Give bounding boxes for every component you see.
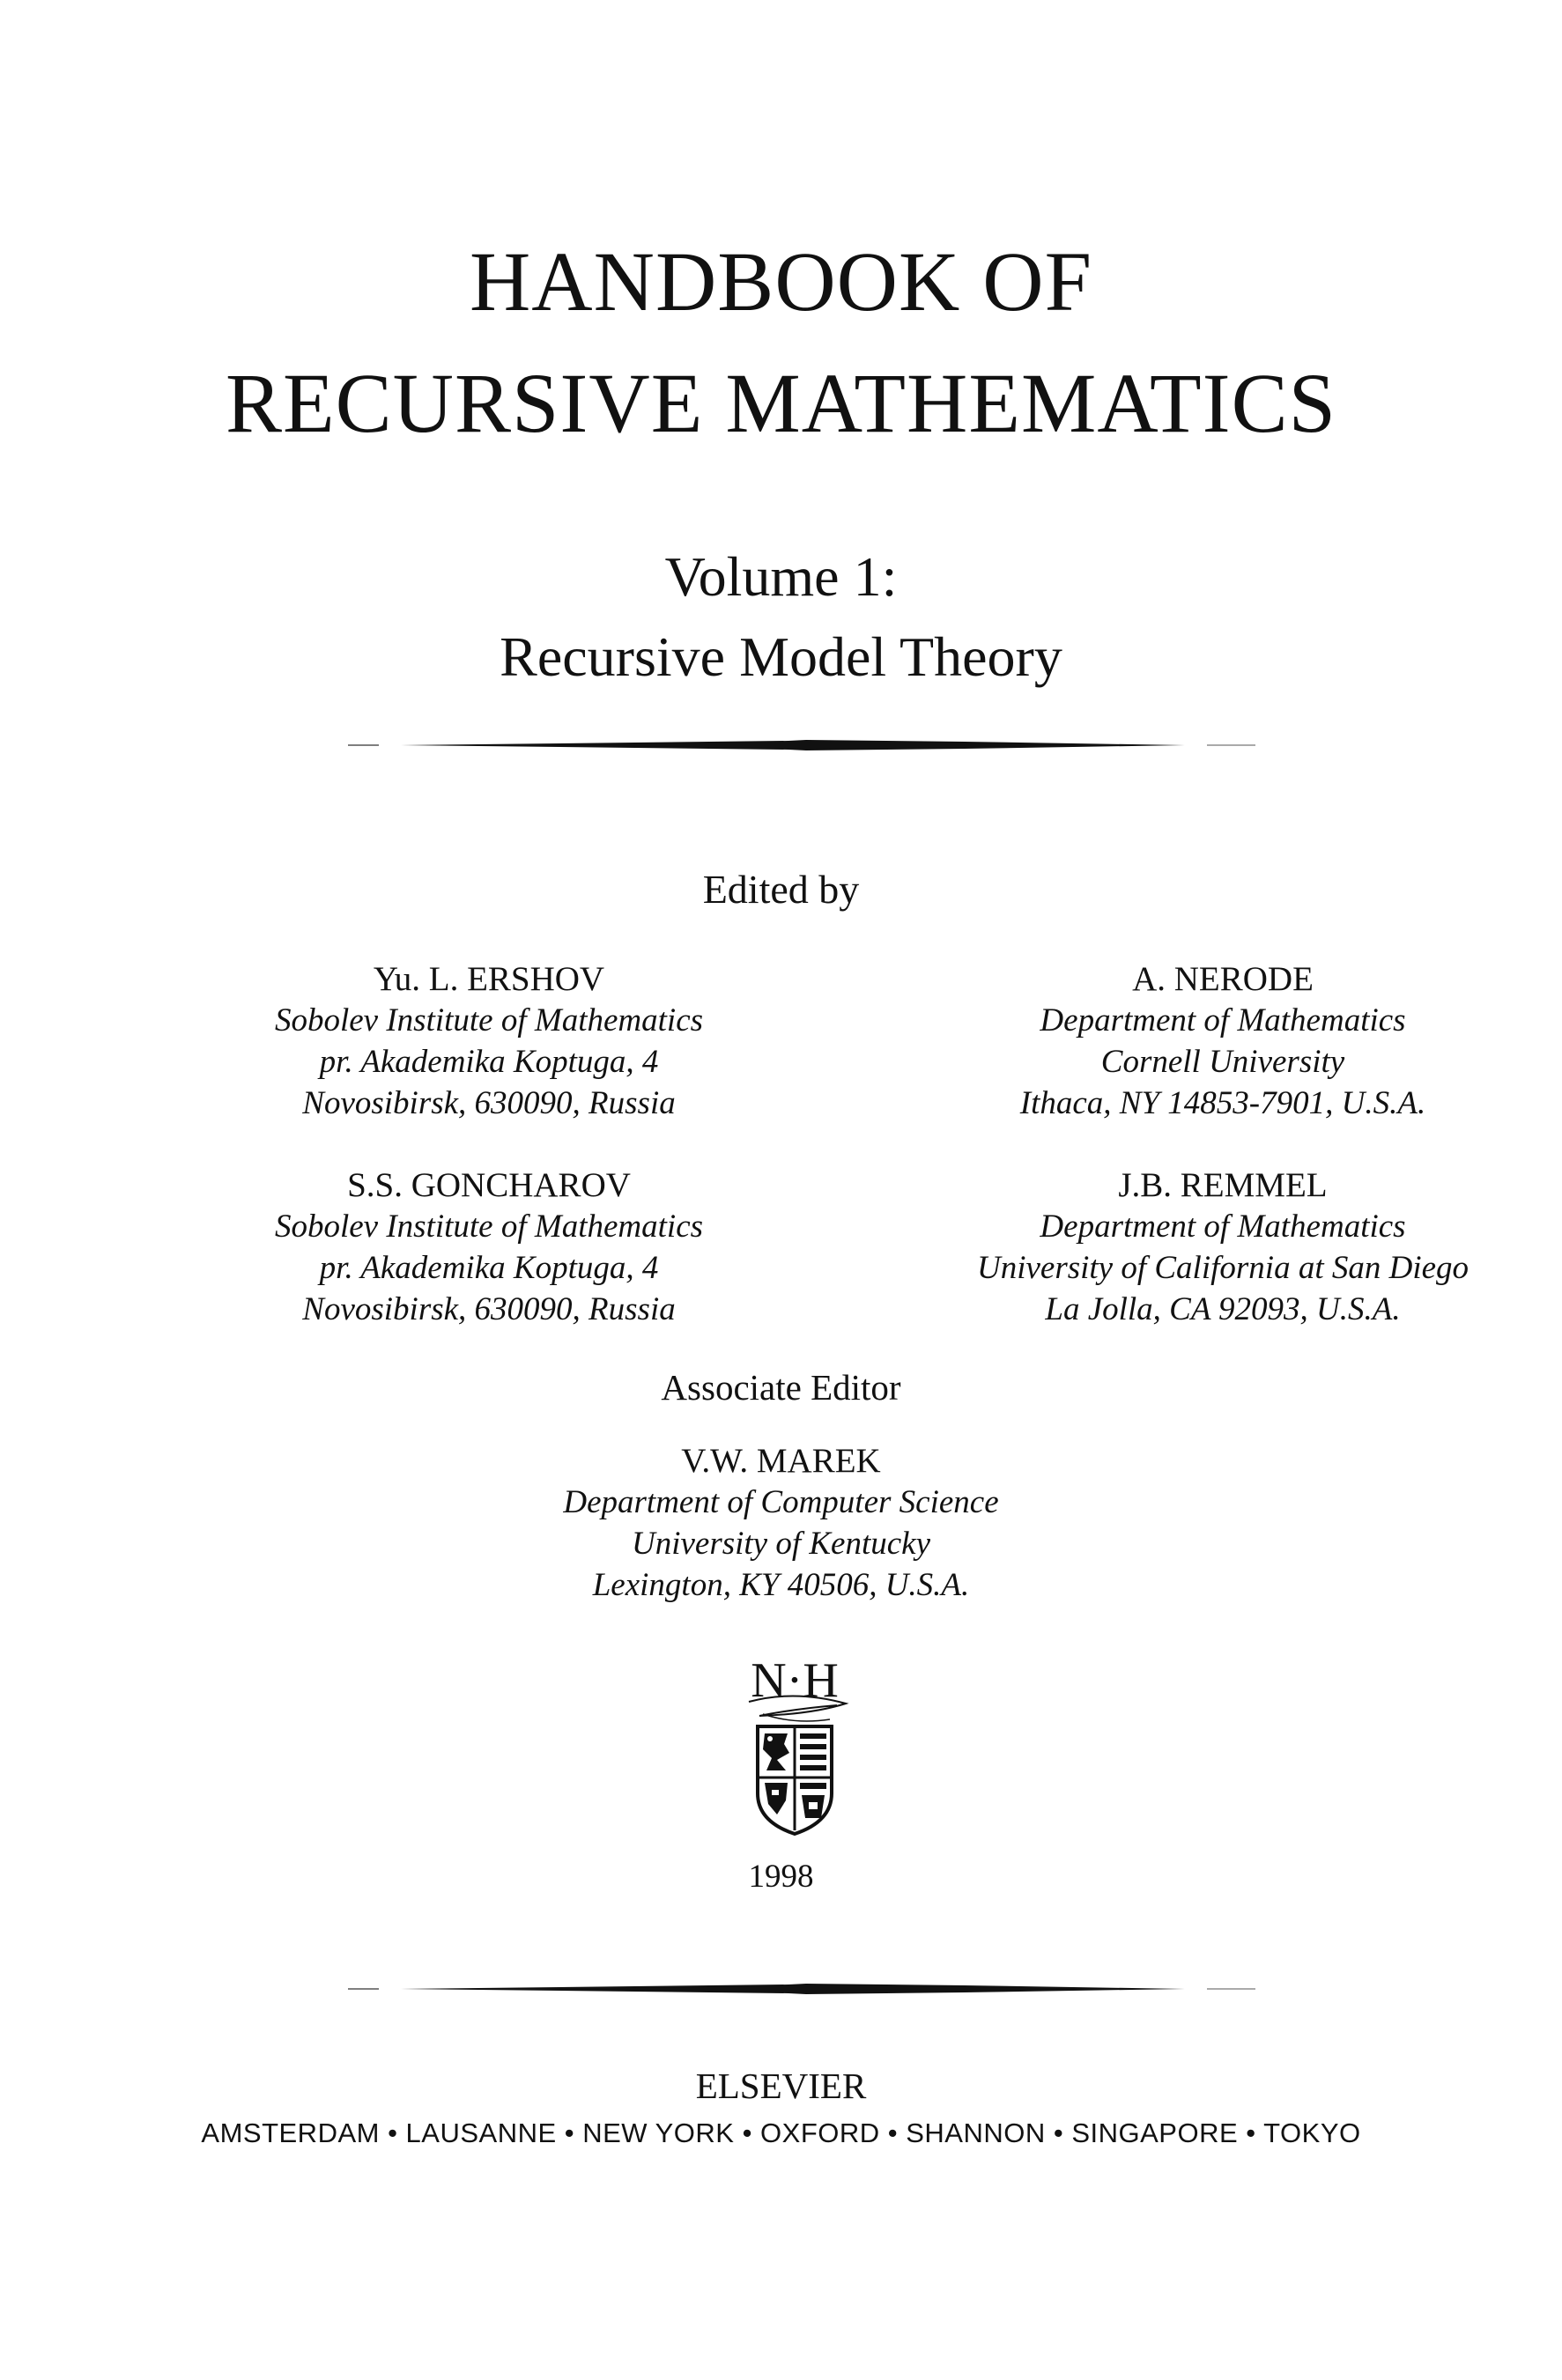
editor-affiliation-line: La Jolla, CA 92093, U.S.A. [1045, 1291, 1401, 1327]
svg-text:N·H: N·H [751, 1653, 839, 1708]
volume-number: Volume 1: [664, 545, 898, 608]
editor-name: S.S. GONCHAROV [347, 1166, 631, 1204]
editor-name: Yu. L. ERSHOV [373, 960, 605, 998]
editor-name: A. NERODE [1132, 960, 1314, 998]
editor-affiliation-line: Lexington, KY 40506, U.S.A. [592, 1567, 970, 1603]
editor-name: V.W. MAREK [681, 1442, 881, 1480]
editor-remmel [888, 1164, 1558, 1330]
volume-subtitle: Recursive Model Theory [500, 625, 1062, 688]
publisher-cities: AMSTERDAM • LAUSANNE • NEW YORK • OXFORD • SHANNON • SINGAPORE • TOKYO [201, 2118, 1361, 2148]
north-holland-logo-icon [733, 1645, 856, 1839]
publisher-name: ELSEVIER [695, 2066, 867, 2106]
book-title-line-2: RECURSIVE MATHEMATICS [225, 356, 1337, 450]
book-title-line-1: HANDBOOK OF [469, 234, 1093, 329]
editor-affiliation-line: Cornell University [1100, 1044, 1345, 1080]
editor-affiliation-line: pr. Akademika Koptuga, 4 [319, 1250, 659, 1286]
editor-ershov [154, 958, 824, 1124]
associate-editor-marek [0, 1440, 1562, 1606]
editor-affiliation-line: pr. Akademika Koptuga, 4 [319, 1044, 659, 1080]
edited-by-label: Edited by [702, 867, 860, 912]
editor-affiliation-line: University of Kentucky [631, 1526, 931, 1562]
editor-affiliation-line: Department of Mathematics [1040, 1002, 1406, 1038]
editor-affiliation-line: University of California at San Diego [976, 1250, 1469, 1286]
editor-name: J.B. REMMEL [1118, 1166, 1328, 1204]
editor-affiliation-line: Sobolev Institute of Mathematics [274, 1208, 704, 1245]
editor-affiliation-line: Novosibirsk, 630090, Russia [302, 1291, 676, 1327]
editor-affiliation-line: Novosibirsk, 630090, Russia [302, 1085, 676, 1121]
editor-nerode [888, 958, 1558, 1124]
editor-goncharov [154, 1164, 824, 1330]
editor-affiliation-line: Ithaca, NY 14853-7901, U.S.A. [1019, 1085, 1426, 1121]
editor-affiliation-line: Department of Mathematics [1040, 1208, 1406, 1245]
associate-editor-label: Associate Editor [661, 1367, 901, 1408]
publication-year: 1998 [748, 1859, 814, 1895]
editor-affiliation-line: Department of Computer Science [563, 1484, 999, 1520]
editor-affiliation-line: Sobolev Institute of Mathematics [274, 1002, 704, 1038]
